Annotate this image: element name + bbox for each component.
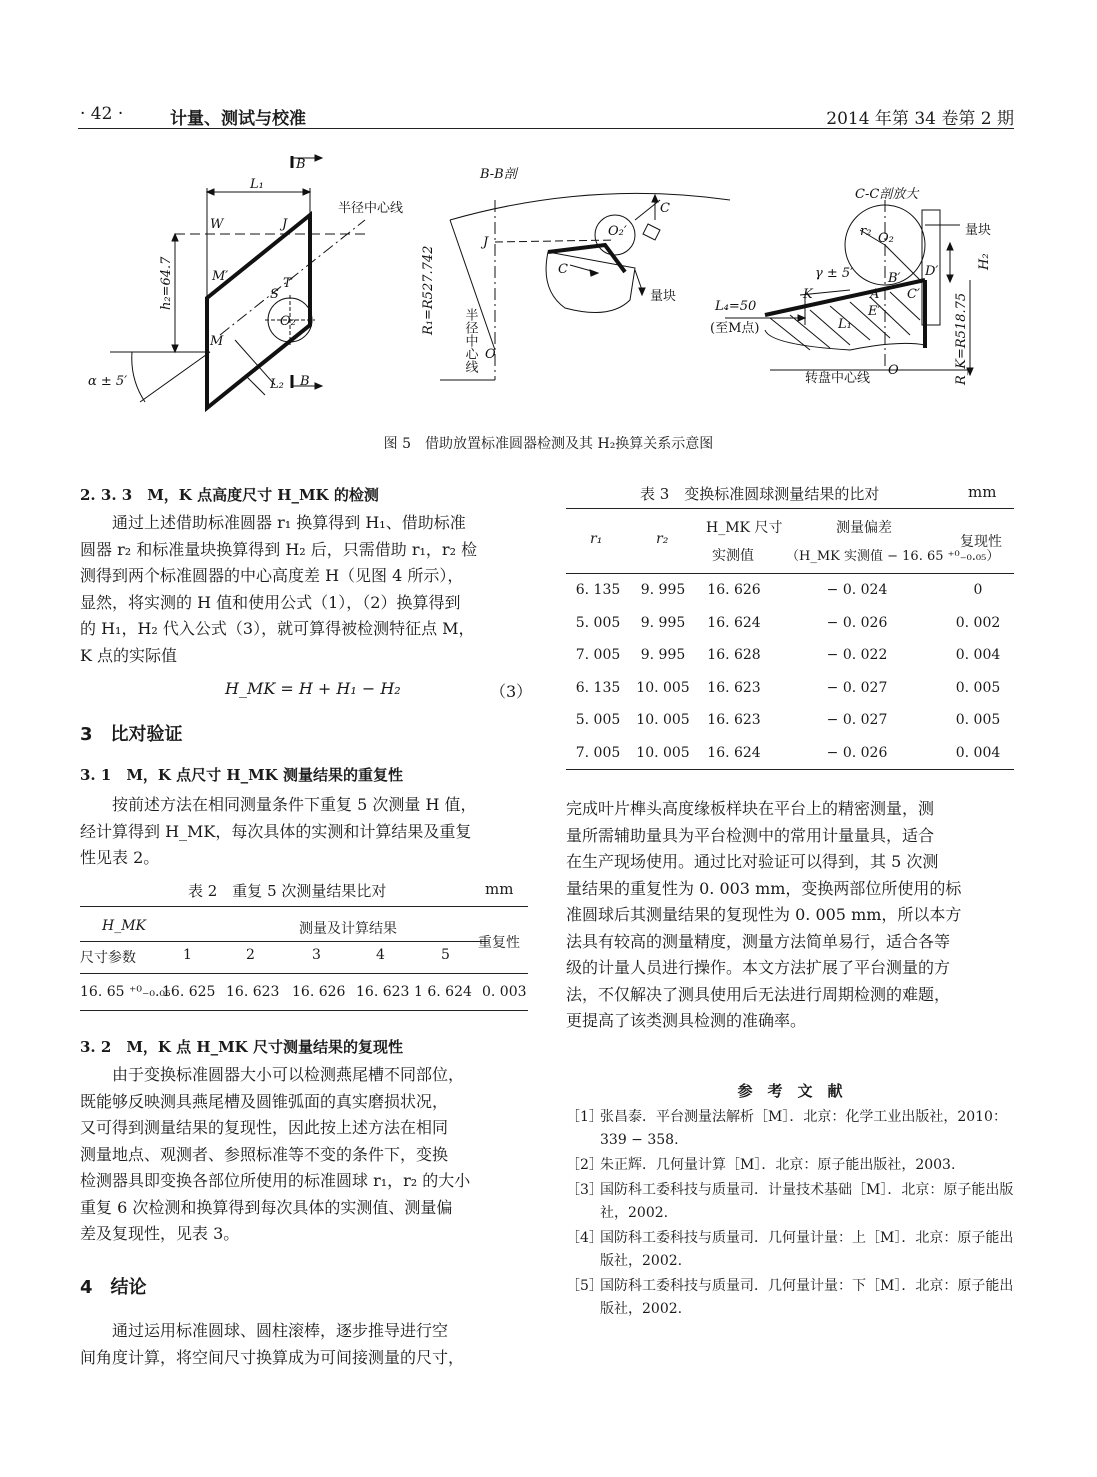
reference-item — [566, 1154, 1014, 1177]
text-line: 由于变换标准圆器大小可以检测燕尾槽不同部位， — [112, 1065, 465, 1084]
section-2-3-3-title: 2. 3. 3 M，K 点高度尺寸 H_MK 的检测 — [80, 486, 379, 504]
label-turntable: 转盘中心线 — [805, 371, 871, 386]
table-2 — [80, 906, 528, 1011]
label-Mprime: M′ — [212, 269, 229, 284]
t3-h-hmk-b: 实测值 — [712, 548, 754, 564]
text-line: 量所需辅助量具为平台检测中的常用计量量具，适合 — [566, 825, 935, 845]
text-line: 准圆球后其测量结果的复现性为 0. 005 mm，所以本方 — [566, 905, 962, 924]
label-gauge1: 量块 — [650, 289, 677, 304]
t3-body — [566, 574, 1014, 769]
reference-number: ［5］ — [566, 1278, 603, 1294]
label-J2: J — [483, 235, 489, 250]
label-M: M — [210, 334, 224, 349]
label-C1: C — [660, 201, 670, 216]
text-line: 在生产现场使用。通过比对验证可以得到，其 5 次测 — [566, 852, 939, 871]
reference-item — [566, 1227, 1014, 1273]
label-cc-title: C-C剖放大 — [855, 187, 919, 202]
label-bb-title: B-B剖 — [480, 167, 517, 182]
t2-cell: 16. 623 — [226, 984, 280, 1000]
reference-number: ［3］ — [566, 1182, 603, 1198]
reference-text: 国防科工委科技与质量司．计量技术基础［M］．北京：原子能出版社，2002. — [600, 1182, 1014, 1221]
section-3-title: 3 比对验证 — [80, 724, 183, 745]
page-number: · 42 · — [80, 104, 124, 124]
t3-h-repro: 复现性 — [960, 534, 1002, 550]
text-line: 重复 6 次检测和换算得到每次具体的实测值、测量偏 — [80, 1197, 453, 1217]
reference-text: 国防科工委科技与质量司．几何量计量：上［M］．北京：原子能出版社，2002. — [600, 1230, 1014, 1269]
label-gauge2: 量块 — [965, 223, 992, 238]
t2-col-2: 2 — [246, 947, 255, 963]
text-line: 差及复现性，见表 3。 — [80, 1224, 240, 1243]
section-3-1-title: 3. 1 M，K 点尺寸 H_MK 测量结果的重复性 — [80, 766, 403, 784]
reference-item — [566, 1275, 1014, 1321]
text-line: 法，不仅解决了测具使用后无法进行周期检测的难题， — [566, 984, 951, 1004]
table-2-caption: 表 2 重复 5 次测量结果比对 — [188, 882, 387, 900]
t2-repeat: 重复性 — [478, 935, 520, 951]
text-line: 性见表 2。 — [80, 848, 160, 867]
t2-hmk: H_MK — [102, 918, 147, 934]
table-3-caption: 表 3 变换标准圆球测量结果的比对 — [640, 485, 880, 503]
section-4-body — [80, 1318, 528, 1371]
label-L2: L₂ — [270, 377, 284, 392]
text-line: 检测器具即变换各部位所使用的标准圆球 r₁，r₂ 的大小 — [80, 1171, 471, 1190]
label-O2c: O₂ — [878, 231, 894, 246]
t3-h-r2: r₂ — [656, 531, 669, 547]
label-A: A — [870, 287, 880, 302]
t3-h-hmk-a: H_MK 尺寸 — [706, 520, 783, 536]
issue-info: 2014 年第 34 卷第 2 期 — [826, 109, 1014, 129]
figure-caption: 图 5 借助放置标准圆器检测及其 H₂换算关系示意图 — [383, 436, 714, 452]
label-O: O — [485, 347, 496, 362]
section-2-3-3-body — [80, 510, 528, 669]
text-line: 法具有较高的测量精度，测量方法简单易行，适合各等 — [566, 931, 951, 951]
equation-3: H_MK = H + H₁ − H₂ — [225, 679, 401, 698]
text-line: 间角度计算，将空间尺寸换算成为可间接测量的尺寸， — [80, 1347, 465, 1367]
t2-size-param: 尺寸参数 — [80, 950, 136, 966]
label-O2: O₂ — [280, 314, 296, 329]
text-line: 又可得到测量结果的复现性，因此按上述方法在相同 — [80, 1118, 449, 1137]
text-line: 测得到两个标准圆器的中心高度差 H（见图 4 所示）， — [80, 566, 464, 585]
table-row: 6. 135 9. 995 16. 626 − 0. 024 0 — [575, 582, 983, 599]
conclusion-continued — [566, 796, 1014, 1035]
t2-col-5: 5 — [441, 947, 450, 963]
label-S: S — [270, 287, 279, 302]
table-row: 6. 135 10. 005 16. 623 − 0. 027 0. 005 — [575, 679, 1001, 696]
reference-text: 张昌泰．平台测量法解析［M］．北京：化学工业出版社，2010：339 − 358. — [600, 1109, 1007, 1148]
t3-h-dev-a: 测量偏差 — [836, 520, 892, 536]
t2-col-3: 3 — [312, 947, 321, 963]
reference-text: 朱正辉．几何量计算［M］．北京：原子能出版社，2003. — [600, 1157, 956, 1173]
table-3 — [566, 508, 1014, 770]
header-rule — [78, 128, 1014, 129]
label-T: T — [283, 276, 292, 291]
text-line: 更提高了该类测具检测的准确率。 — [566, 1011, 807, 1030]
table-row: 7. 005 10. 005 16. 624 − 0. 026 0. 004 — [575, 744, 1001, 761]
label-R: R₁=R527.742 — [421, 245, 436, 335]
t2-cell: 16. 623 — [356, 984, 410, 1000]
label-Bprime: B′ — [888, 271, 901, 286]
text-line: 量结果的重复性为 0. 003 mm，变换两部位所使用的标 — [566, 878, 962, 898]
t2-cell: 0. 003 — [482, 984, 527, 1000]
label-C2: C — [558, 262, 568, 277]
label-r2: r₂ — [860, 224, 872, 239]
text-line: 通过运用标准圆球、圆柱滚棒，逐步推导进行空 — [112, 1321, 449, 1340]
table-2-unit: mm — [485, 880, 514, 898]
label-L1: L₁ — [250, 177, 264, 192]
label-O3: O — [888, 363, 899, 378]
label-O2b: O₂′ — [608, 224, 627, 239]
label-h2: h₂=64.7 — [159, 256, 174, 310]
label-alpha: α ± 5′ — [88, 374, 128, 389]
table-3-unit: mm — [968, 483, 997, 501]
table-row: 7. 005 9. 995 16. 628 − 0. 022 0. 004 — [575, 647, 1001, 664]
references-title: 参 考 文 献 — [737, 1082, 843, 1100]
label-B-top: B — [296, 157, 306, 172]
text-line: 经计算得到 H_MK，每次具体的实测和计算结果及重复 — [80, 821, 472, 841]
label-B-bottom: B — [300, 374, 310, 389]
text-line: 的 H₁，H₂ 代入公式（3），就可算得被检测特征点 M， — [80, 619, 475, 638]
label-J: J — [282, 217, 288, 232]
journal-name: 计量、测试与校准 — [170, 109, 306, 129]
t3-h-dev-b: （H_MK 实测值 − 16. 65 ⁺⁰₋₀.₀₅） — [786, 549, 1000, 564]
reference-item — [566, 1179, 1014, 1225]
t2-col-4: 4 — [376, 947, 385, 963]
label-L4: L₄=50 — [715, 299, 757, 314]
table-row: 5. 005 10. 005 16. 623 − 0. 027 0. 005 — [575, 712, 1001, 729]
text-line: 完成叶片榫头高度缘板样块在平台上的精密测量，测 — [566, 799, 935, 818]
figure-5 — [70, 140, 1030, 425]
section-3-1-body — [80, 792, 528, 872]
t2-cell: 1 6. 624 — [414, 984, 472, 1000]
text-line: 按前述方法在相同测量条件下重复 5 次测量 H 值， — [112, 795, 477, 814]
label-L1b: L₁ — [838, 317, 852, 332]
references-list — [566, 1106, 1014, 1323]
reference-number: ［4］ — [566, 1230, 603, 1246]
label-Rk: R_K=R518.75 — [954, 292, 969, 385]
equation-number: （3） — [490, 682, 533, 701]
t3-h-r1: r₁ — [590, 531, 603, 547]
t2-cell: 16. 65 ⁺⁰₋₀.₀₅ — [80, 984, 171, 1000]
reference-number: ［1］ — [566, 1109, 603, 1125]
label-Dprime: D′ — [925, 264, 939, 279]
label-radius-center: 半径中心线 — [462, 308, 478, 373]
label-Eprime: E′ — [868, 304, 881, 319]
text-line: 级的计量人员进行操作。本文方法扩展了平台测量的方 — [566, 958, 951, 977]
text-line: 测量地点、观测者、参照标准等不变的条件下，变换 — [80, 1144, 449, 1164]
text-line: 通过上述借助标准圆器 r₁ 换算得到 H₁、借助标准 — [112, 513, 466, 532]
label-Cprime: C′ — [907, 287, 920, 302]
text-line: 圆器 r₂ 和标准量块换算得到 H₂ 后，只需借助 r₁，r₂ 检 — [80, 539, 478, 559]
table-row: 5. 005 9. 995 16. 624 − 0. 026 0. 002 — [575, 614, 1001, 631]
text-line: K 点的实际值 — [80, 645, 178, 665]
reference-text: 国防科工委科技与质量司．几何量计量：下［M］．北京：原子能出版社，2002. — [600, 1278, 1014, 1317]
label-toM: (至M点) — [710, 321, 760, 336]
t2-cell: 16. 625 — [162, 984, 216, 1000]
t2-col-1: 1 — [183, 947, 192, 963]
reference-number: ［2］ — [566, 1157, 603, 1173]
text-line: 既能够反映测具燕尾槽及圆锥弧面的真实磨损状况， — [80, 1091, 449, 1111]
reference-item — [566, 1106, 1014, 1152]
label-K: K — [803, 287, 813, 302]
text-line: 显然，将实测的 H 值和使用公式（1），（2）换算得到 — [80, 592, 461, 612]
label-H2: H₂ — [977, 253, 992, 270]
label-W: W — [210, 217, 224, 232]
section-3-2-body — [80, 1062, 528, 1248]
t2-cell: 16. 626 — [292, 984, 346, 1000]
section-3-2-title: 3. 2 M，K 点 H_MK 尺寸测量结果的复现性 — [80, 1038, 403, 1056]
label-gamma: γ ± 5′ — [815, 266, 854, 281]
t2-group: 测量及计算结果 — [299, 921, 397, 937]
section-4-title: 4 结论 — [80, 1277, 147, 1298]
label-radius-line: 半径中心线 — [338, 201, 404, 216]
